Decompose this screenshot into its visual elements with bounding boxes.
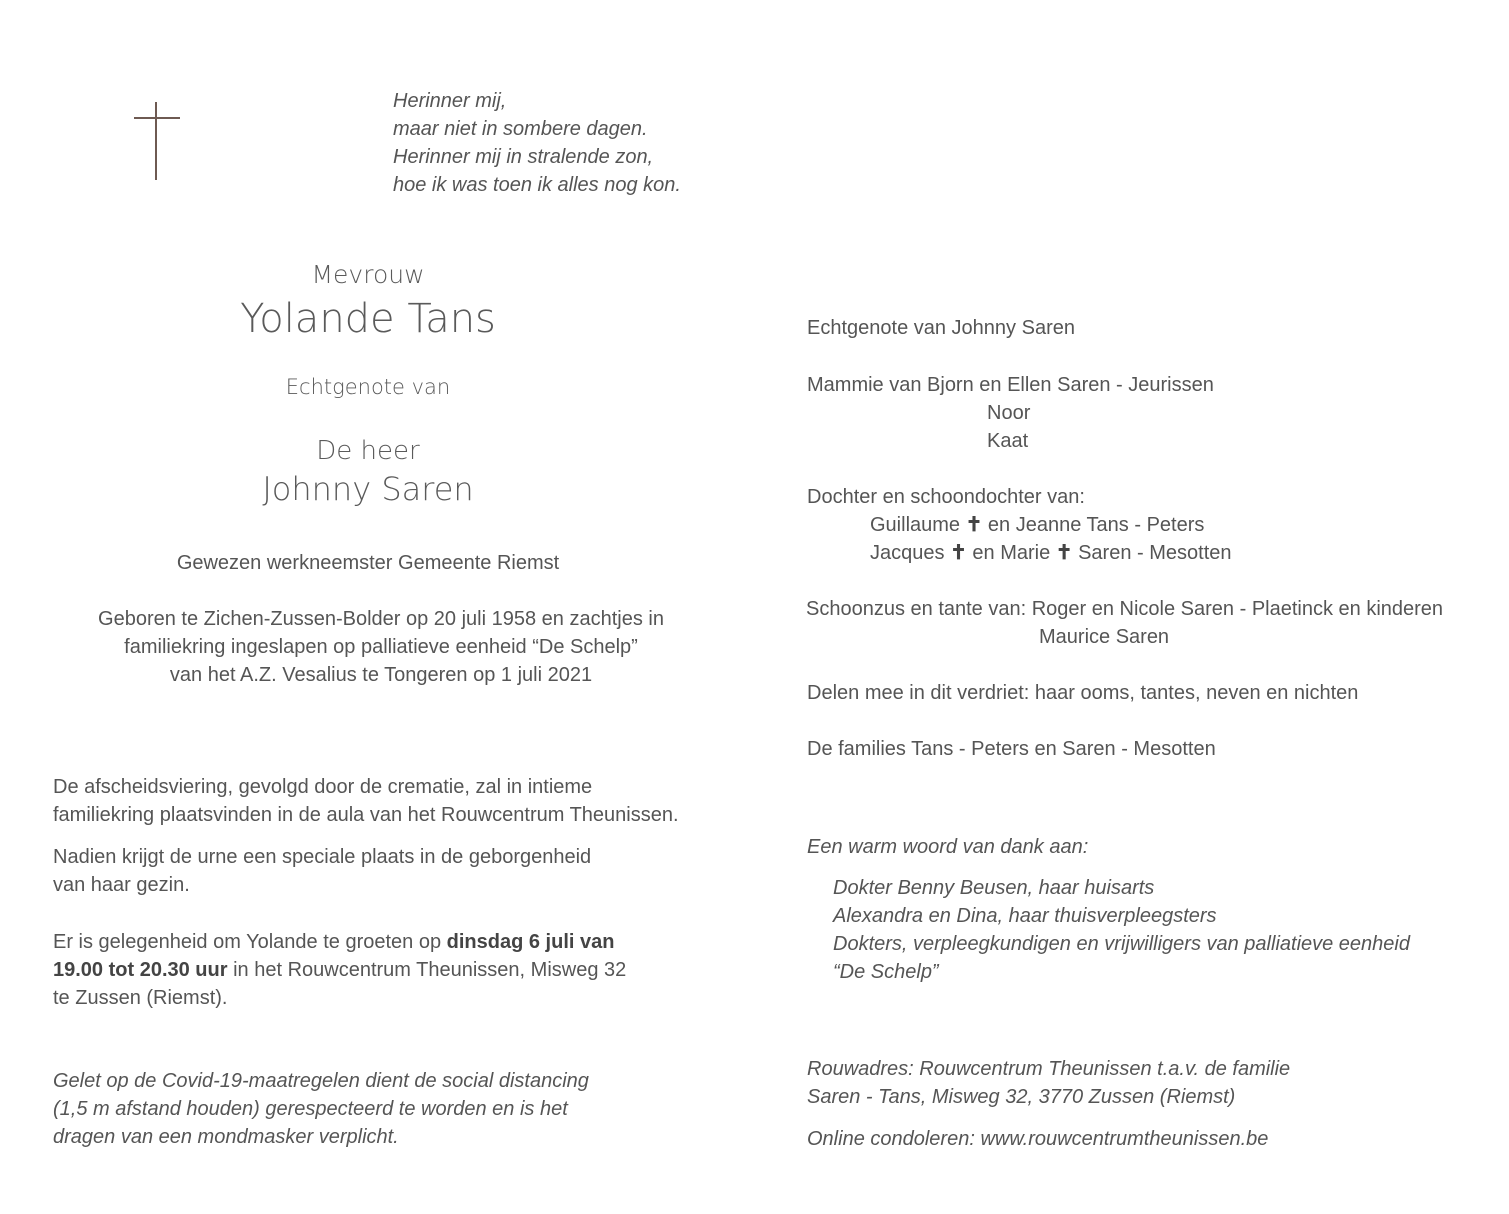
visit-date: dinsdag 6 juli van: [446, 931, 615, 953]
deceased-cross-icon: ✝: [950, 542, 967, 564]
address: Rouwadres: Rouwcentrum Theunissen t.a.v. de familie Saren - Tans, Misweg 32, 3770 Zussen (Riemst): [807, 1058, 1291, 1108]
occupation: Gewezen werkneemster Gemeente Riemst: [176, 552, 560, 574]
deceased-name: Yolande Tans: [240, 296, 496, 342]
poem-line: maar niet in sombere dagen.: [393, 118, 648, 140]
list-item: Alexandra en Dina, haar thuisverpleegsters: [833, 905, 1217, 927]
visit-paragraph: Er is gelegenheid om Yolande te groeten op dinsdag 6 juli van 19.00 tot 20.30 uur in het Rouwcentrum Theunissen, Misweg 32 te Zussen (Riemst).: [53, 931, 627, 1009]
families: De families Tans - Peters en Saren - Mesotten: [807, 738, 1216, 760]
poem-line: Herinner mij,: [393, 90, 507, 112]
spouse-title: De heer: [316, 436, 420, 466]
relation-label: Echtgenote van: [285, 375, 451, 399]
parents-line-1: Guillaume ✝ en Jeanne Tans - Peters: [870, 514, 1205, 536]
thanks-list: [833, 874, 1410, 986]
poem-line: Herinner mij in stralende zon,: [393, 146, 654, 168]
online-condolence: Online condoleren: www.rouwcentrumtheunissen.be: [807, 1128, 1269, 1150]
deceased-title: Mevrouw: [311, 260, 425, 289]
list-item: Dokters, verpleegkundigen en vrijwilligers van palliatieve eenheid: [833, 933, 1410, 955]
covid-notice: Gelet op de Covid-19-maatregelen dient de social distancing (1,5 m afstand houden) gerespecteerd te worden en is het dragen van een mondmasker verplicht.: [53, 1070, 589, 1148]
share-grief: Delen mee in dit verdriet: haar ooms, tantes, neven en nichten: [807, 682, 1359, 704]
list-item: “De Schelp”: [833, 961, 939, 983]
visit-time: 19.00 tot 20.30 uur: [53, 959, 228, 981]
sister-in-law: Schoonzus en tante van: Roger en Nicole Saren - Plaetinck en kinderen: [806, 598, 1444, 620]
grandchild-kaat: Kaat: [987, 430, 1029, 452]
deceased-cross-icon: ✝: [1055, 542, 1073, 564]
cross-icon: [134, 102, 180, 180]
family-mother: Mammie van Bjorn en Ellen Saren - Jeurissen: [807, 374, 1214, 396]
sister-in-law-2: Maurice Saren: [1039, 626, 1170, 648]
urn-paragraph: Nadien krijgt de urne een speciale plaats in de geborgenheid van haar gezin.: [53, 846, 592, 896]
spouse-name: Johnny Saren: [262, 470, 474, 508]
thanks-intro: Een warm woord van dank aan:: [807, 836, 1089, 858]
poem: [393, 87, 681, 199]
birth-death-text: Geboren te Zichen-Zussen-Bolder op 20 juli 1958 en zachtjes in familiekring ingeslapen op palliatieve eenheid “De Schelp” van het A.Z. Vesalius te Tongeren op 1 juli 2021: [98, 608, 664, 686]
poem-line: hoe ik was toen ik alles nog kon.: [393, 174, 681, 196]
parents-line-2: Jacques ✝ en Marie ✝ Saren - Mesotten: [870, 542, 1232, 564]
daughter-intro: Dochter en schoondochter van:: [807, 486, 1085, 508]
ceremony-paragraph: De afscheidsviering, gevolgd door de crematie, zal in intieme familiekring plaatsvinden in de aula van het Rouwcentrum Theunissen.: [53, 776, 679, 826]
deceased-cross-icon: ✝: [965, 514, 983, 536]
grandchild-noor: Noor: [987, 402, 1031, 424]
family-spouse: Echtgenote van Johnny Saren: [807, 317, 1075, 339]
list-item: Dokter Benny Beusen, haar huisarts: [833, 877, 1155, 899]
